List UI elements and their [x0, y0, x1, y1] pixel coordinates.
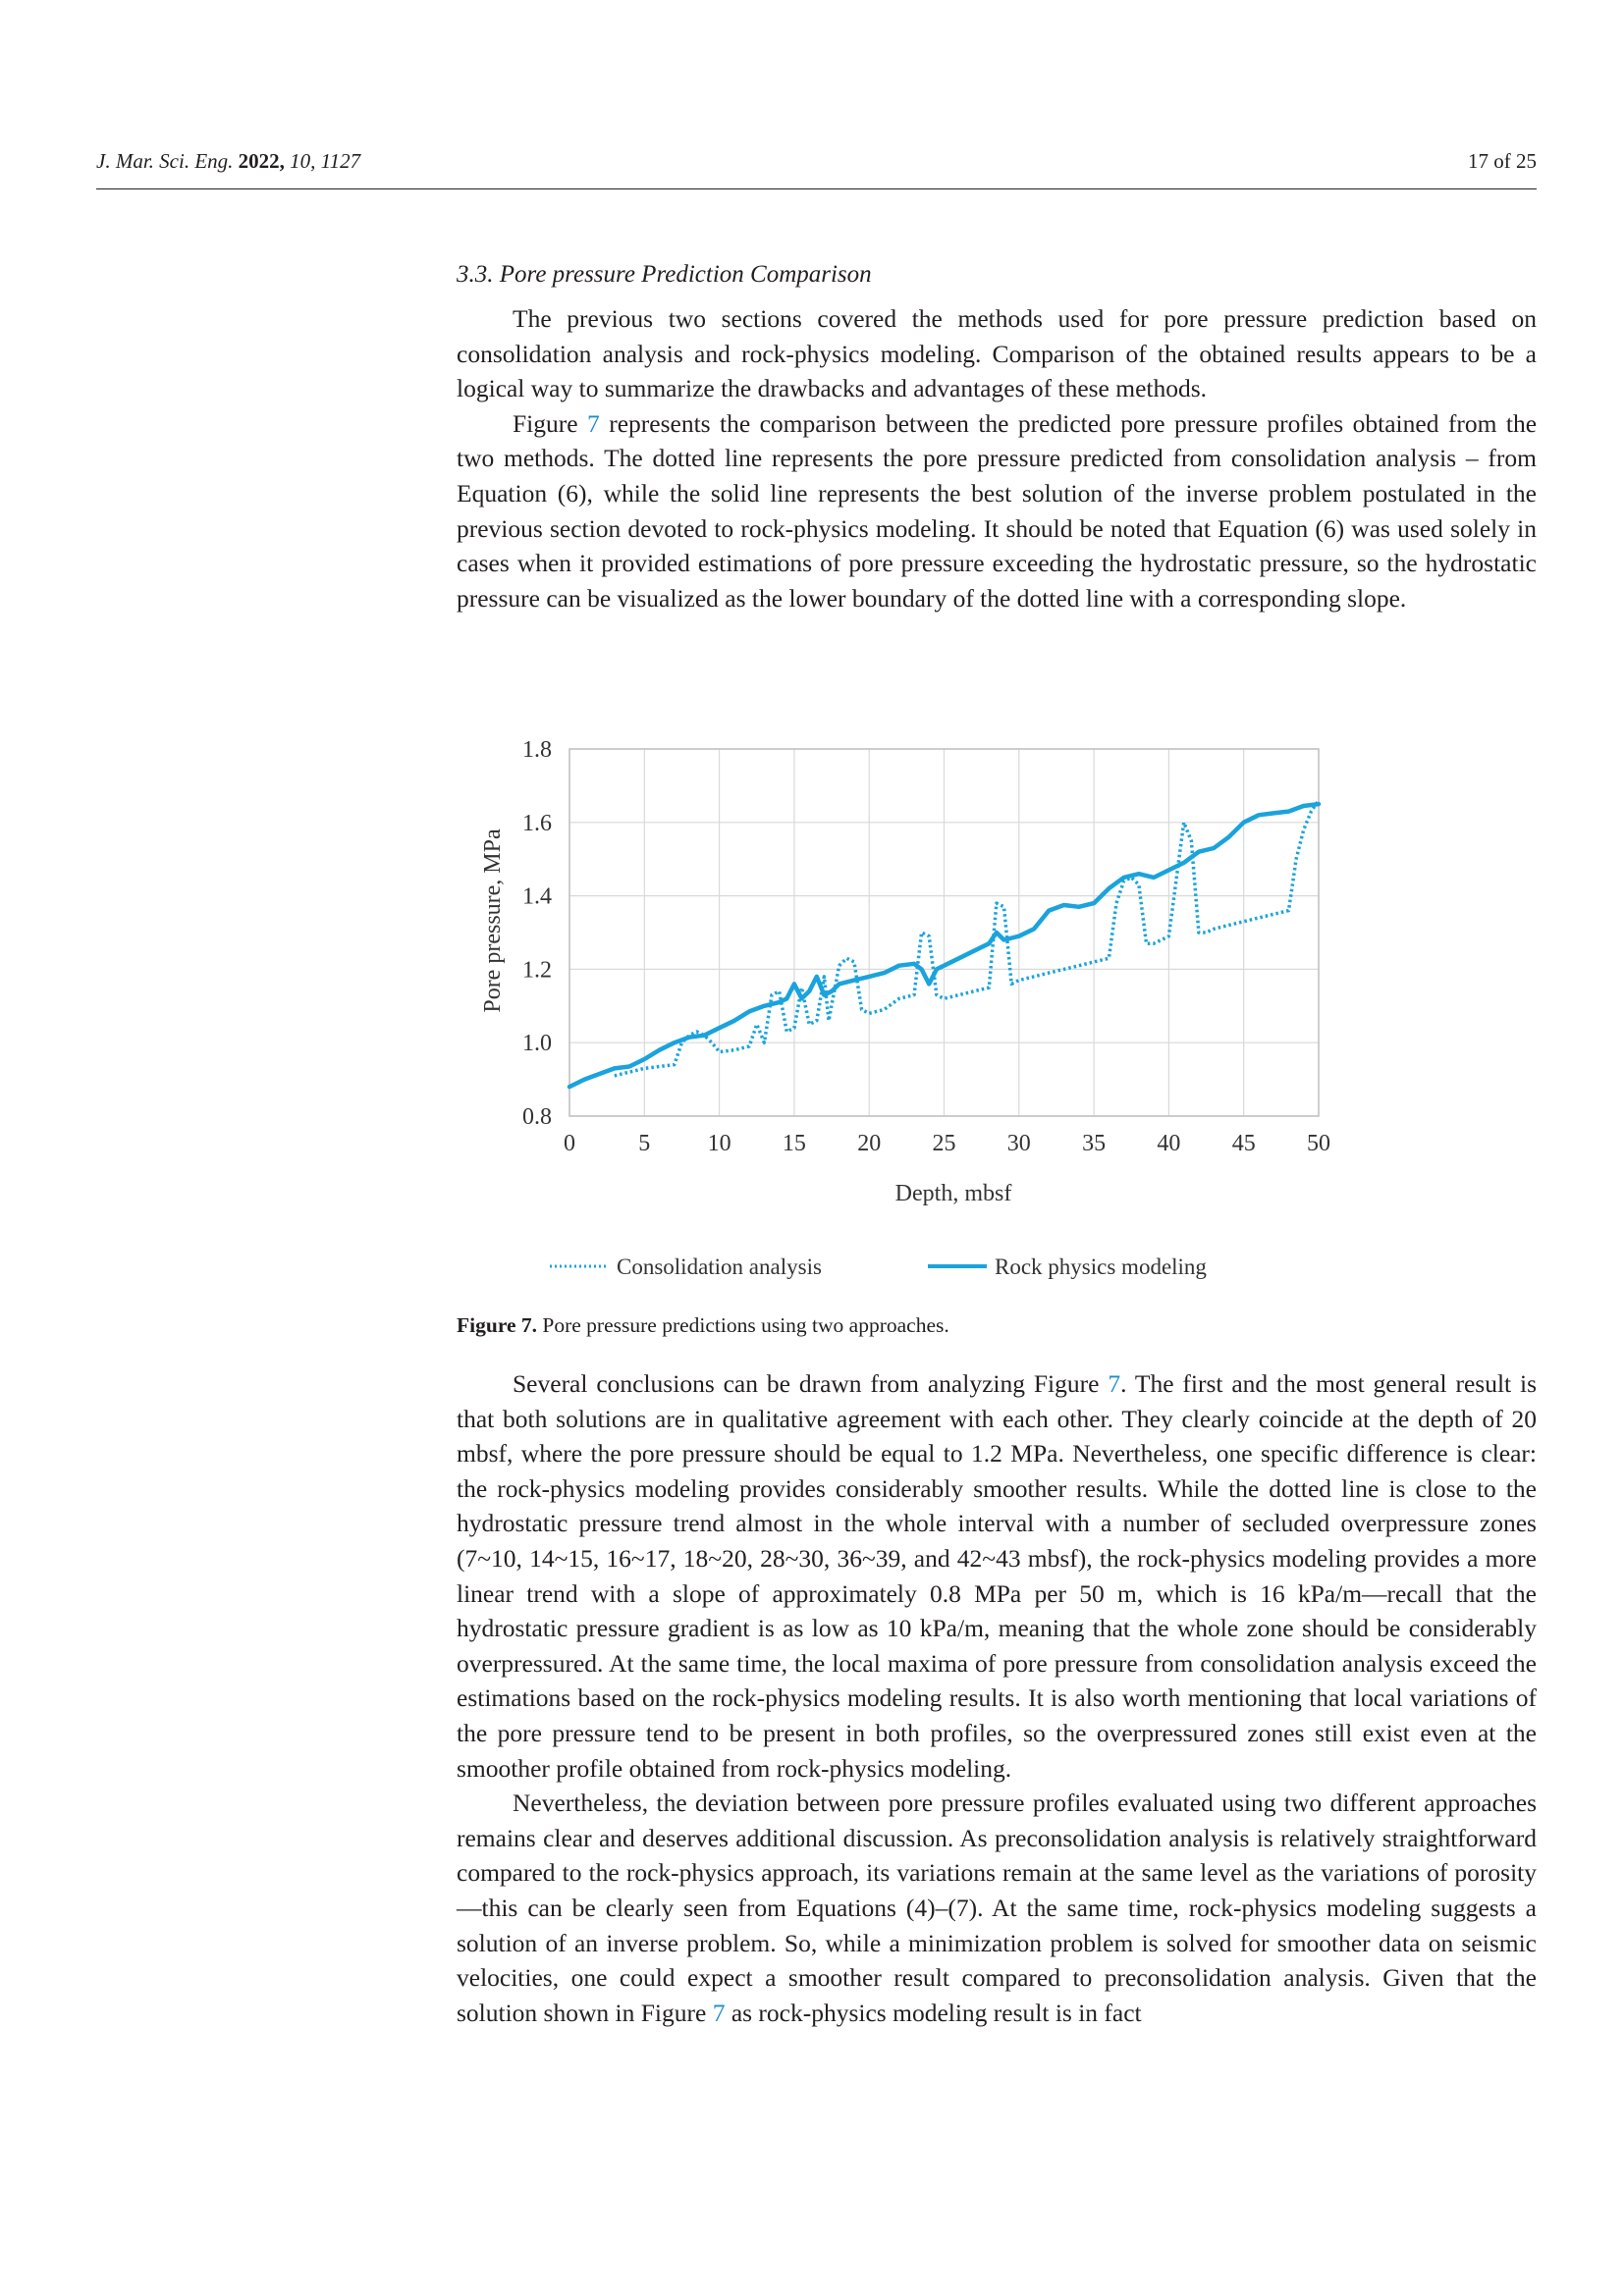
paragraph-figure-description [457, 406, 1537, 616]
y-tick-labels [522, 737, 552, 1130]
series-line-consolidation [615, 800, 1319, 1076]
x-tick-labels [564, 1131, 1330, 1156]
paragraph-deviation-start: Nevertheless, the deviation between pore pressure profiles evaluated using two different approaches remains clear and deserves additional discussion. As preconsolidation analysis is relatively straightforward compared to the rock-physics approach, its variations remain at the same level as the variations of porosity—this can be clearly seen from Equations (4)–(7). At the same time, rock-physics modeling suggests a solution of an inverse problem. So, while a minimization problem is solved for smoother data on seismic velocities, one could expect a smoother result compared to preconsolidation analysis. Given that the solution shown in [457, 1789, 1537, 2027]
caption-text: Pore pressure predictions using two approaches. [542, 1313, 949, 1337]
x-axis-label: Depth, mbsf [894, 1181, 1012, 1206]
legend-label-consolidation: Consolidation analysis [617, 1255, 822, 1279]
journal-citation [96, 149, 360, 174]
paragraph-conclusions-start: Several conclusions can be drawn from analyzing [513, 1369, 1034, 1398]
figure-caption [457, 1313, 949, 1338]
x-tick-label: 5 [638, 1131, 651, 1156]
paragraph-conclusions-end: . The first and the most general result is that both solutions are in qualitative agreement with each other. They clearly coincide at the depth of 20 mbsf, where the pore pressure should be equal to 1.2 MPa. Nevertheless, one specific difference is clear: the rock-physics modeling provides considerably smoother results. While the dotted line is close to the hydrostatic pressure trend almost in the whole interval with a number of secluded overpressure zones (7~10, 14~15, 16~17, 18~20, 28~30, 36~39, and 42~43 mbsf), the rock-physics modeling provides a more linear trend with a slope of approximately 0.8 MPa per 50 m, which is 16 kPa/m—recall that the hydrostatic pressure gradient is as low as 10 kPa/m, meaning that the whole zone should be considerably overpressured. At the same time, the local maxima of pore pressure from consolidation analysis exceed the estimations based on the rock-physics modeling results. It is also worth mentioning that local variations of the pore pressure tend to be present in both profiles, so the overpressured zones still exist even at the smoother profile obtained from rock-physics modeling. [457, 1369, 1537, 1783]
page-number: 17 of 25 [1468, 149, 1537, 173]
y-tick-label: 1.6 [522, 810, 552, 836]
y-tick-label: 1.4 [522, 883, 552, 910]
x-tick-label: 45 [1231, 1131, 1256, 1156]
paragraph-deviation-end: as rock-physics modeling result is in fact [725, 1998, 1142, 2027]
figure-ref-word: Figure [513, 408, 578, 438]
x-tick-label: 20 [857, 1131, 882, 1156]
caption-label: Figure 7. [457, 1313, 538, 1337]
x-tick-label: 50 [1307, 1131, 1330, 1156]
section-title: 3.3. Pore pressure Prediction Comparison [457, 261, 872, 288]
paragraph-figure-description-text: represents the comparison between the predicted pore pressure profiles obtained from the two methods. The dotted line represents the pore pressure predicted from consolidation analysis – from Equation (6), while the solid line represents the best solution of the inverse problem postulated in the previous section devoted to rock-physics modeling. It should be noted that Equation (6) was used solely in cases when it provided estimations of pore pressure exceeding the hydrostatic pressure, so the hydrostatic pressure can be visualized as the lower boundary of the dotted line with a corresponding slope. [457, 408, 1538, 613]
y-tick-label: 1.8 [522, 737, 552, 763]
x-tick-label: 15 [782, 1131, 806, 1156]
chart-legend [550, 1255, 1207, 1279]
x-tick-label: 30 [1006, 1131, 1031, 1156]
figure-7-link[interactable]: 7 [587, 408, 600, 438]
journal-year: 2022, [238, 149, 285, 173]
y-tick-label: 1.2 [522, 957, 552, 984]
x-tick-label: 25 [932, 1131, 956, 1156]
x-tick-label: 35 [1082, 1131, 1107, 1156]
x-tick-label: 40 [1157, 1131, 1181, 1156]
body-text-top [457, 301, 1537, 615]
figure-7-link[interactable]: 7 [1108, 1369, 1121, 1398]
page-header [96, 149, 1537, 185]
y-tick-label: 0.8 [522, 1104, 552, 1130]
figure-ref-word: Figure [1033, 1369, 1100, 1398]
x-tick-label: 10 [707, 1131, 731, 1156]
body-text-bottom [457, 1366, 1537, 2030]
header-divider [96, 188, 1537, 189]
y-tick-label: 1.0 [522, 1031, 552, 1057]
paragraph-conclusions [457, 1366, 1537, 1786]
journal-name: J. Mar. Sci. Eng. [96, 149, 234, 173]
figure-7-link[interactable]: 7 [712, 1998, 726, 2027]
legend-label-rock-physics: Rock physics modeling [995, 1255, 1207, 1279]
figure-ref-word: Figure [640, 1998, 707, 2027]
x-tick-label: 0 [564, 1131, 575, 1156]
pore-pressure-chart [457, 726, 1340, 1296]
chart-grid [569, 749, 1319, 1116]
paragraph-intro: The previous two sections covered the methods used for pore pressure prediction based on consolidation analysis and rock-physics modeling. Comparison of the obtained results appears to be a logical way to summarize the drawbacks and advantages of these methods. [457, 304, 1537, 403]
y-axis-label: Pore pressure, MPa [480, 828, 506, 1013]
paragraph-deviation [457, 1786, 1537, 2030]
journal-volume: 10, 1127 [290, 149, 361, 173]
